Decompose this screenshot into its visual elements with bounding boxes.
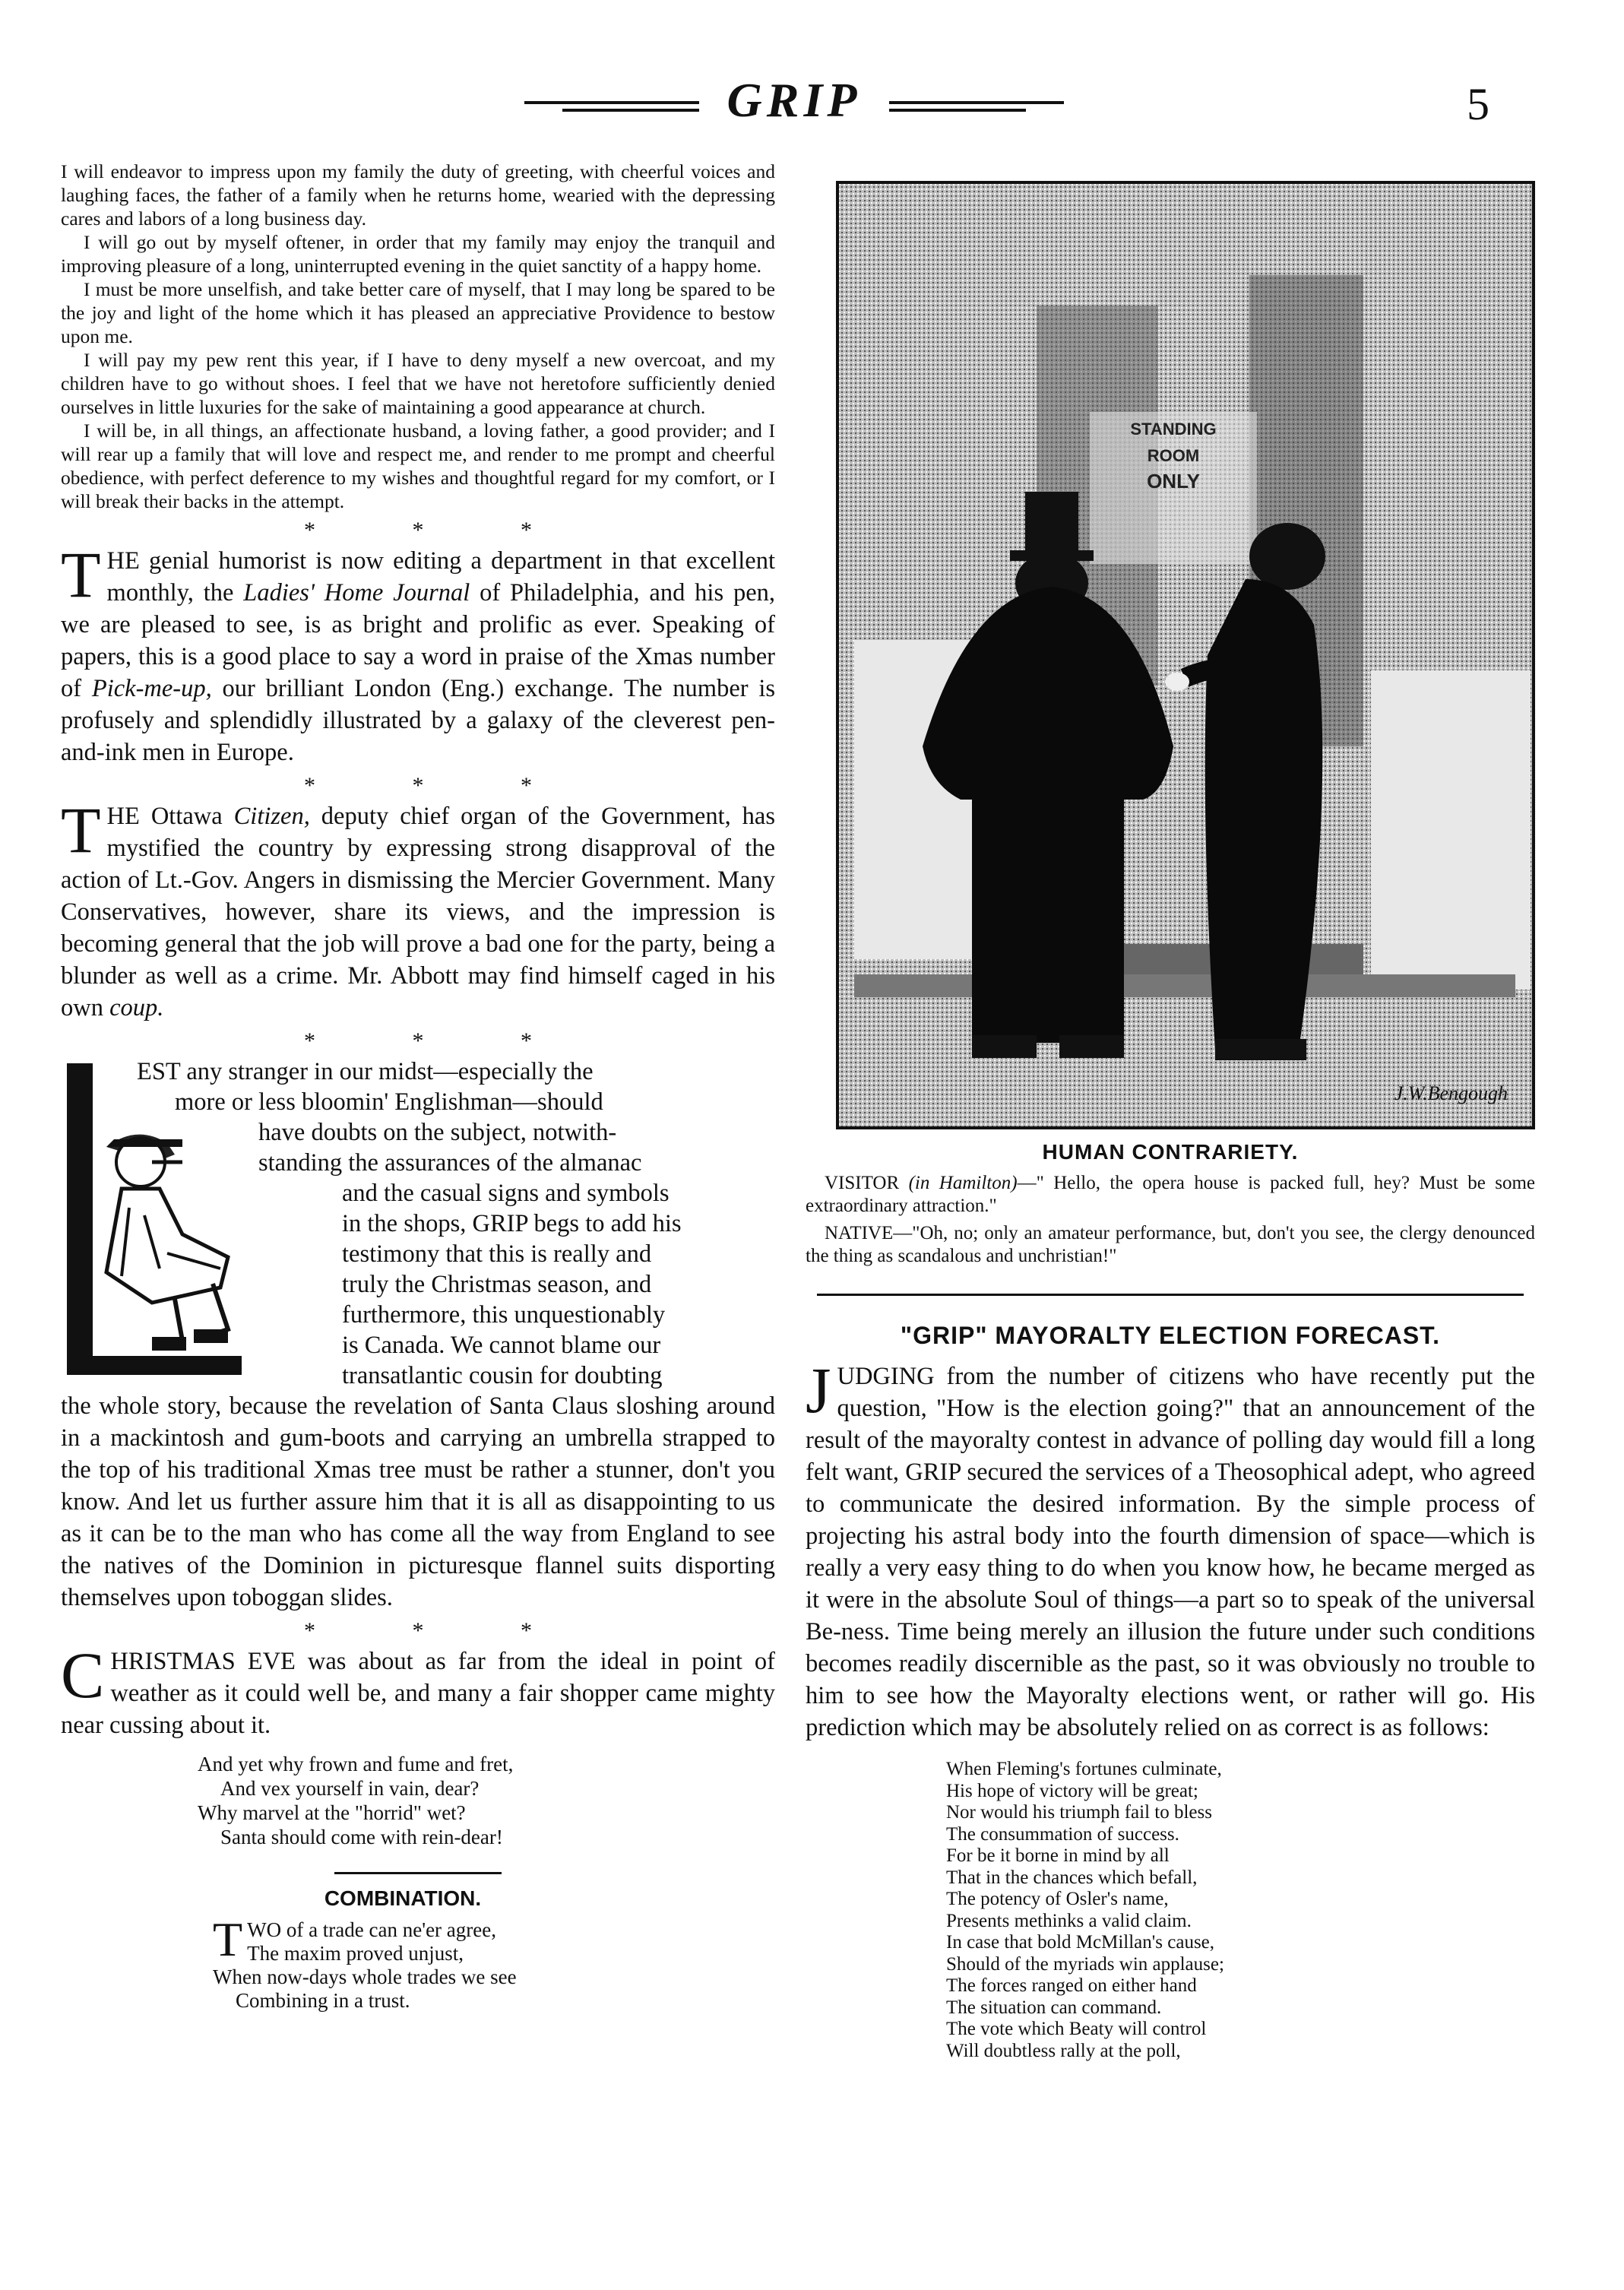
drop-cap: J [806, 1354, 831, 1427]
forecast-heading: "GRIP" MAYORALTY ELECTION FORECAST. [900, 1322, 1441, 1349]
christmas-verse [198, 1752, 775, 1849]
speaker-label: VISITOR [825, 1173, 900, 1193]
paragraph-text: the whole story, because the revelation of Santa Claus sloshing around in a mackintosh and gum-boots and carrying an umbrella strapped to the top of his traditional Xmas tree must be rather a stunner, don't you know. And let us further assure him that it is all as disappointing to us as it can be to the man who has come all the way from England to see the natives of the Dominion in picturesque flannel suits disporting themselves upon toboggan slides. [61, 1392, 775, 1611]
section-separator: * * * [304, 1618, 578, 1643]
verse-line: The consummation of success. [946, 1823, 1179, 1845]
resolution-item: I must be more unselfish, and take better care of myself, that I may long be spared to be the joy and light of the home which it has pleased an appreciative Providence to bestow upon me. [61, 278, 775, 347]
newspaper-name: Citizen, [233, 803, 310, 830]
stranger-line: EST any stranger in our midst—especially the [137, 1058, 594, 1085]
artist-signature: J.W.Bengough [1394, 1082, 1508, 1104]
drop-cap: C [61, 1639, 105, 1712]
right-column [806, 1140, 1535, 2062]
section-separator: * * * [304, 1028, 578, 1053]
verse-line: The vote which Beaty will control [946, 2019, 1207, 2039]
paragraph-ottawa [61, 793, 775, 1024]
masthead-rule-left [524, 101, 699, 104]
stranger-line: is Canada. We cannot blame our [342, 1332, 661, 1359]
speaker-label: NATIVE [825, 1223, 894, 1243]
page-number: 5 [1467, 79, 1489, 129]
speaker-place: (in Hamilton) [908, 1173, 1018, 1193]
drop-cap: T [213, 1912, 243, 1966]
paragraph-text: HE Ottawa [106, 803, 223, 830]
stranger-line: transatlantic cousin for doubting [342, 1362, 663, 1389]
verse-line: Santa should come with rein-dear! [220, 1826, 503, 1848]
caption-text: —"Oh, no; only an amateur performance, but, don't you see, the clergy denounced the thing as scandalous and unchristian!" [806, 1223, 1535, 1266]
stranger-line: standing the assurances of the almanac [258, 1149, 642, 1177]
paragraph-text: of Philadelphia, and his pen, we are pleased to see, is as bright and prolific as ever. Speaking of papers, this is a good place to say a word in praise of the Xmas number of [61, 579, 775, 702]
caption-text: —" Hello, the opera house is packed full, hey? Must be some extraordinary attraction." [806, 1173, 1536, 1216]
verse-line: And yet why frown and fume and fret, [198, 1753, 514, 1775]
stranger-line: truly the Christmas season, and [342, 1271, 652, 1298]
coup-word: coup. [109, 994, 164, 1021]
masthead-rule-left-2 [562, 109, 699, 112]
verse-line: The situation can command. [946, 1997, 1162, 2018]
resolutions-block [61, 160, 775, 513]
masthead [0, 72, 1624, 141]
stranger-line: have doubts on the subject, notwith- [258, 1119, 617, 1146]
stranger-line: more or less bloomin' Englishman—should [175, 1088, 603, 1116]
stranger-line: in the shops, GRIP begs to add his [342, 1210, 682, 1237]
verse-line: In case that bold McMillan's cause, [946, 1932, 1215, 1953]
resolution-item: I will go out by myself oftener, in order that my family may enjoy the tranquil and improving pleasure of a long, uninterrupted evening in the quiet sanctity of a happy home. [61, 231, 775, 277]
verse-line: The maxim proved unjust, [247, 1942, 464, 1965]
verse-line: Will doubtless rally at the poll, [946, 2040, 1181, 2061]
forecast-verse [946, 1759, 1535, 2062]
paragraph-text: deputy chief organ of the Government, has mystified the country by expressing strong disapproval of the action of Lt.-Gov. Angers in dismissing the Mercier Government. Many Conservatives, however, share its views, and the impression is becoming general that the job will prove a bad one for the party, being a blunder as well as a crime. Mr. Abbott may find himself caged in his own [61, 803, 775, 1021]
resolution-item: I will endeavor to impress upon my family the duty of greeting, with cheerful voices and laughing faces, the father of a family when he returns home, wearied with the depressing cares and labors of a long business day. [61, 160, 775, 230]
poster-line: STANDING [1130, 420, 1217, 439]
resolution-item: I will be, in all things, an affectionate husband, a loving father, a good provider; and I will rear up a family that will love and respect me, and render to me prompt and cheerful obedience, with perfect deference to my wishes and thoughtful regard for my comfort, or I will break their backs in the attempt. [61, 420, 775, 512]
resolution-item: I will pay my pew rent this year, if I have to deny myself a new overcoat, and my children have to go without shoes. I feel that we have not heretofore sufficiently denied ourselves in little luxuries for the sake of maintaining a good appearance at church. [61, 349, 775, 418]
verse-line: For be it borne in mind by all [946, 1845, 1170, 1866]
paragraph-text: HRISTMAS EVE was about as far from the ideal in point of weather as it could well be, and many a fair shopper came mighty near cussing about it. [61, 1648, 775, 1739]
verse-line: Presents methinks a valid claim. [946, 1910, 1192, 1931]
section-separator: * * * [304, 518, 578, 543]
combination-poem [213, 1886, 593, 2013]
cartoon-illustration [836, 181, 1535, 1129]
verse-line: When Fleming's fortunes culminate, [946, 1759, 1222, 1779]
drop-cap: T [61, 538, 101, 611]
masthead-rule-right-2 [889, 109, 1026, 112]
verse-line: Combining in a trust. [236, 1989, 410, 2012]
verse-line: His hope of victory will be great; [946, 1780, 1198, 1801]
cartoon-title: HUMAN CONTRARIETY. [1042, 1140, 1299, 1164]
verse-line: WO of a trade can ne'er agree, [247, 1918, 496, 1941]
paragraph-text: HE genial humorist is now editing a department in that excellent monthly, the [106, 547, 775, 607]
combination-heading: COMBINATION. [324, 1886, 482, 1910]
journal-title: Ladies' Home Journal [243, 579, 470, 607]
cartoon-caption [806, 1172, 1535, 1268]
caption-native [806, 1222, 1535, 1268]
verse-line: Nor would his triumph fail to bless [946, 1802, 1212, 1823]
masthead-rule-right [889, 101, 1064, 104]
caption-visitor [806, 1172, 1535, 1218]
paragraph-stranger [61, 1056, 775, 1614]
left-column [61, 160, 775, 2013]
paragraph-humorist [61, 538, 776, 768]
masthead-title: GRIP [727, 73, 862, 127]
verse-line: Why marvel at the "horrid" wet? [198, 1801, 466, 1824]
paragraph-christmas [61, 1639, 775, 1741]
publication-name: Pick-me-up, [91, 675, 212, 702]
stranger-line: testimony that this is really and [342, 1240, 652, 1268]
divider [817, 1294, 1524, 1296]
cartoon-drawing [839, 184, 1532, 1126]
paragraph-text: UDGING from the number of citizens who have recently put the question, "How is the election going?" that an announcement of the result of the mayoralty contest in advance of polling day would fill a long felt want, GRIP secured the services of a Theosophical adept, who agreed to communicate the desired information. By the simple process of projecting his astral body into the fourth dimension of space—which is really a very easy thing to do when you know how, he became merged as it were in the absolute Soul of things—a part so to speak of the universal Be-ness. Time being merely an illusion the future under such conditions becomes readily discernible as the past, so it was obviously no trouble to him to see how the Mayoralty elections went, or rather will go. His prediction which may be absolutely relied on as correct is as follows: [806, 1363, 1535, 1741]
section-separator: * * * [304, 773, 578, 798]
poster-line: ONLY [1147, 470, 1200, 493]
stranger-line: and the casual signs and symbols [342, 1180, 670, 1207]
verse-line: Should of the myriads win applause; [946, 1953, 1224, 1975]
stranger-line: furthermore, this unquestionably [342, 1301, 666, 1329]
paragraph-text: our brilliant London (Eng.) exchange. The number is profusely and splendidly illustrated by a galaxy of the cleverest pen-and-ink men in Europe. [61, 675, 776, 766]
divider [334, 1872, 502, 1874]
lounging-man-vignette [61, 1056, 289, 1383]
verse-line: The forces ranged on either hand [946, 1975, 1197, 1996]
forecast-paragraph [806, 1354, 1535, 1744]
verse-line: When now-days whole trades we see [213, 1965, 517, 1988]
verse-line: And vex yourself in vain, dear? [220, 1777, 480, 1800]
verse-line: The potency of Osler's name, [946, 1889, 1169, 1909]
poster-line: ROOM [1147, 446, 1200, 465]
drop-cap: T [61, 793, 101, 866]
combination-verse [213, 1912, 593, 2013]
verse-line: That in the chances which befall, [946, 1867, 1198, 1888]
